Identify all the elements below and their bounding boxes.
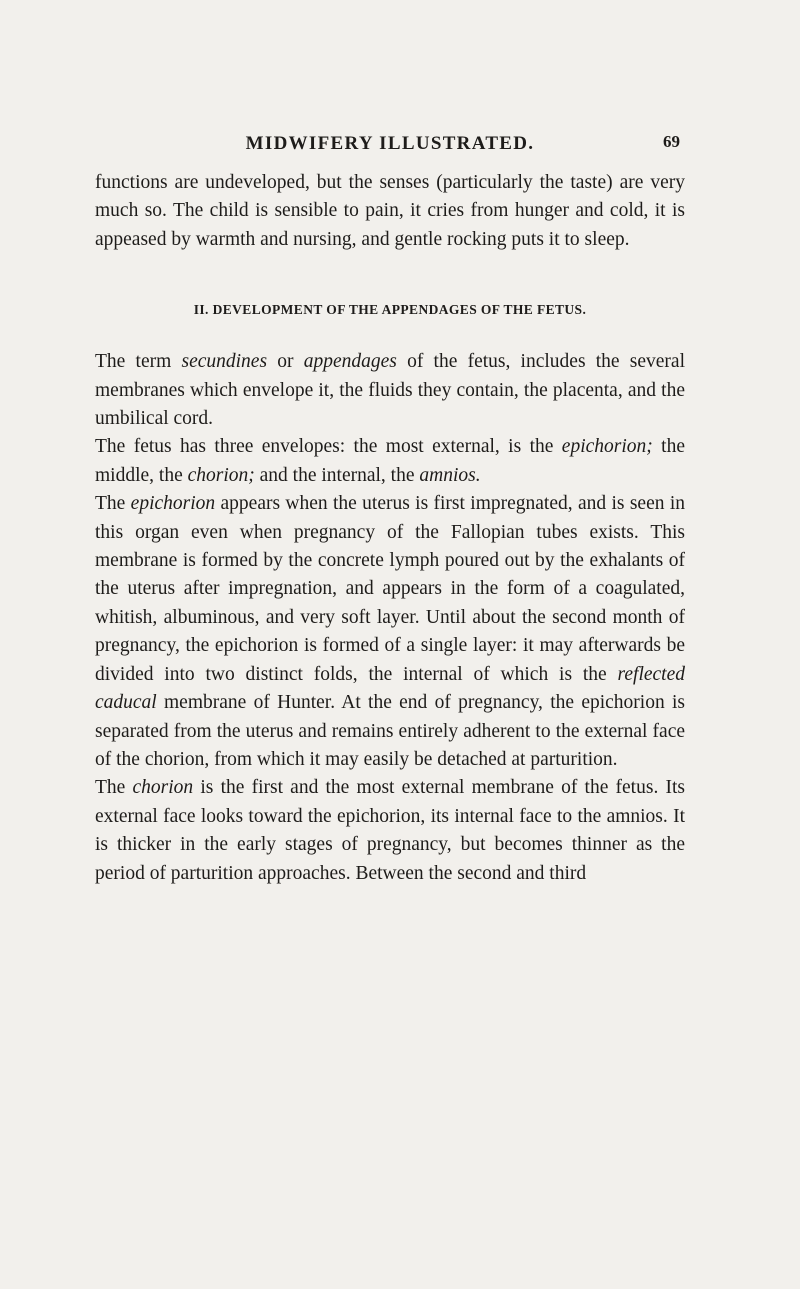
- paragraph-epichorion: The epichorion appears when the uterus is first impregnated, and is seen in this organ even when pregnancy of the Fallopian tubes exists. This membrane is formed by the concrete lymph poured out by the exhalants of the uterus after impregnation, and appears in the form of a coagulated, whitish, albuminous, and very soft layer. Until about the second month of pregnancy, the epichorion is formed of a single layer: it may afterwards be divided into two distinct folds, the internal of which is the reflected caducal membrane of Hunter. At the end of pregnancy, the epichorion is separated from the uterus and remains entirely adherent to the external face of the chorion, from which it may easily be detached at parturition.: [95, 493, 685, 770]
- term-amnios: amnios.: [419, 464, 481, 486]
- term-epichorion: epichorion: [130, 493, 216, 515]
- page-header: [95, 133, 685, 163]
- term-appendages: appendages: [303, 351, 397, 373]
- paragraph-chorion: The chorion is the first and the most external membrane of the fetus. Its external face looks toward the epichorion, its internal face to the amnios. It is thicker in the early stages of pregnancy, but becomes thinner as the period of parturition approaches. Between the second and third: [95, 777, 686, 884]
- body-text: [95, 169, 685, 888]
- term-reflected-caducal: reflected caducal: [95, 663, 685, 714]
- paragraph-secundines: The term secundines or appendages of the fetus, includes the several membranes which envelope it, the fluids they contain, the placenta, and the umbilical cord.: [95, 351, 685, 430]
- paragraph-envelopes: The fetus has three envelopes: the most external, is the epichorion; the middle, the chorion; and the internal, the amnios.: [95, 436, 686, 486]
- section-heading: II. DEVELOPMENT OF THE APPENDAGES OF THE FETUS.: [193, 302, 587, 318]
- term-chorion: chorion;: [187, 464, 255, 486]
- term-chorion: chorion: [132, 777, 194, 799]
- term-epichorion: epichorion;: [561, 436, 653, 458]
- running-title: MIDWIFERY ILLUSTRATED.: [245, 133, 535, 154]
- paragraph-continuation: functions are undeveloped, but the senses (particularly the taste) are very much so. The child is sensible to pain, it cries from hunger and cold, it is appeased by warmth and nursing, and gentle rocking puts it to sleep.: [95, 172, 685, 250]
- term-secundines: secundines: [181, 351, 268, 373]
- page-number: 69: [663, 132, 680, 151]
